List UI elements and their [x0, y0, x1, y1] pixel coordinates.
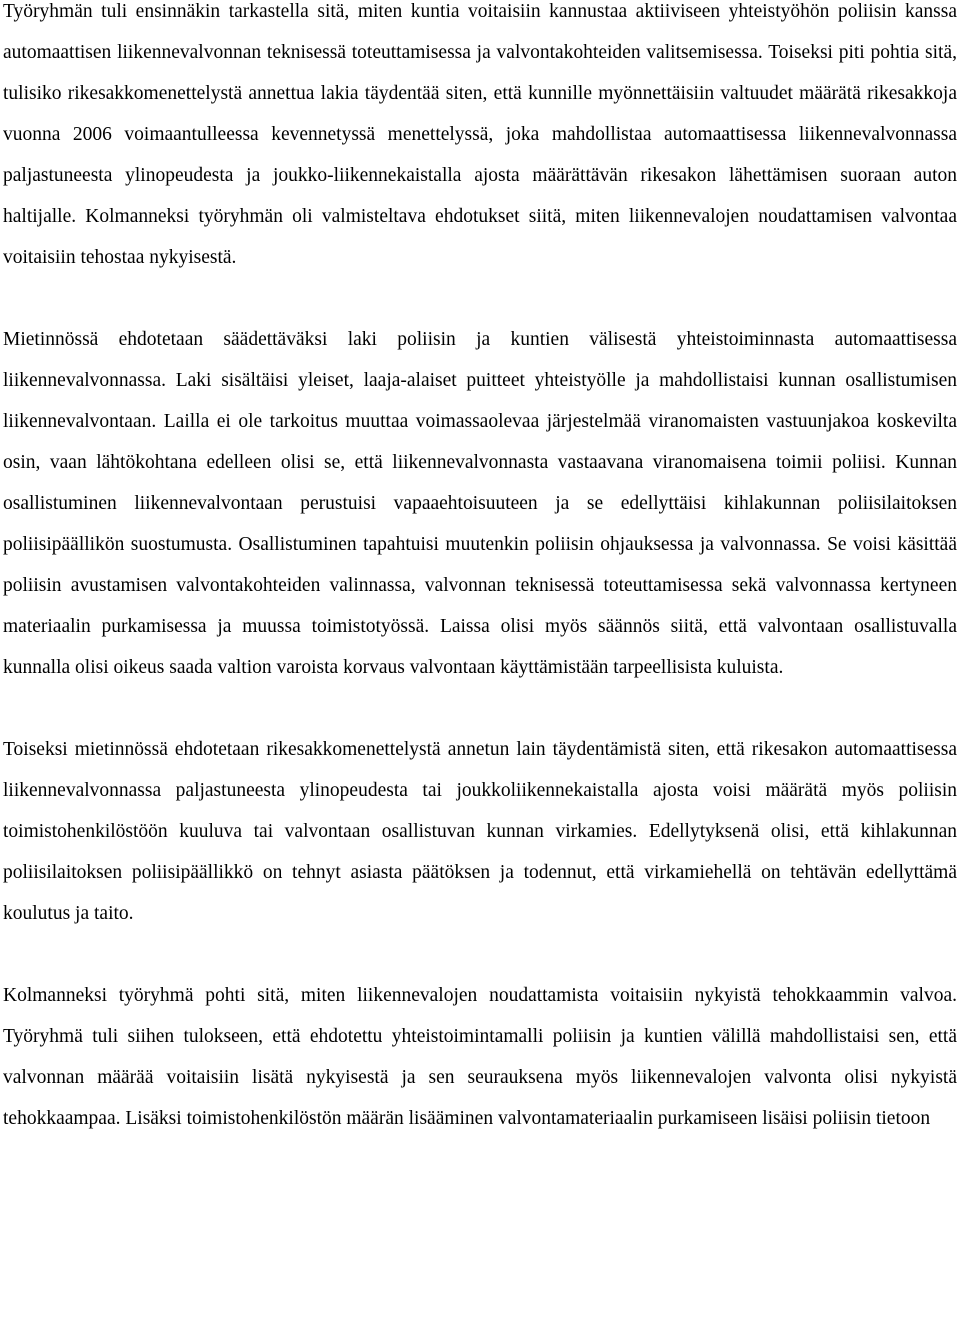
paragraph-2: Mietinnössä ehdotetaan säädettäväksi laki poliisin ja kuntien välisestä yhteistoiminnasta automaattisessa liikennevalvonnassa. Laki sisältäisi yleiset, laaja-alaiset puitteet yhteistyölle ja mahdollistaisi kunnan osallistumisen liikennevalvontaan. Lailla ei ole tarkoitus muuttaa voimassaolevaa järjestelmää viranomaisten vastuunjakoa koskevilta osin, vaan lähtökohtana edelleen olisi se, että liikennevalvonnasta vastaavana viranomaisena toimii poliisi. Kunnan osallistuminen liikennevalvontaan perustuisi vapaaehtoisuuteen ja se edellyttäisi kihlakunnan poliisilaitoksen poliisipäällikön suostumusta. Osallistuminen tapahtuisi muutenkin poliisin ohjauksessa ja valvonnassa. Se voisi käsittää poliisin avustamisen valvontakohteiden valinnassa, valvonnan teknisessä toteuttamisessa sekä valvonnassa kertyneen materiaalin purkamisessa ja muussa toimistotyössä. Laissa olisi myös säännös siitä, että valvontaan osallistuvalla kunnalla olisi oikeus saada valtion varoista korvaus valvontaan käyttämistään tarpeellisista kuluista. — [3, 329, 957, 678]
paragraph-1: Työryhmän tuli ensinnäkin tarkastella sitä, miten kuntia voitaisiin kannustaa aktiiviseen yhteistyöhön poliisin kanssa automaattisen liikennevalvonnan teknisessä toteuttamisessa ja valvontakohteiden valitsemisessa. Toiseksi piti pohtia sitä, tulisiko rikesakkomenettelystä annettua lakia täydentää siten, että kunnille myönnettäisiin valtuudet määrätä rikesakkoja vuonna 2006 voimaantulleessa kevennetyssä menettelyssä, joka mahdollistaa automaattisessa liikennevalvonnassa paljastuneesta ylinopeudesta ja joukko-liikennekaistalla ajosta määrättävän rikesakon lähettämisen suoraan auton haltijalle. Kolmanneksi työryhmän oli valmisteltava ehdotukset siitä, miten liikennevalojen noudattamisen valvontaa voitaisiin tehostaa nykyisestä. — [3, 1, 957, 268]
document-page — [3, 0, 957, 1139]
paragraph-3: Toiseksi mietinnössä ehdotetaan rikesakkomenettelystä annetun lain täydentämistä siten, että rikesakon automaattisessa liikennevalvonnassa paljastuneesta ylinopeudesta tai joukkoliikennekaistalla ajosta voisi määrätä myös poliisin toimistohenkilöstöön kuuluva tai valvontaan osallistuvan kunnan virkamies. Edellytyksenä olisi, että kihlakunnan poliisilaitoksen poliisipäällikkö on tehnyt asiasta päätöksen ja todennut, että virkamiehellä on tehtävän edellyttämä koulutus ja taito. — [3, 739, 957, 924]
paragraph-4: Kolmanneksi työryhmä pohti sitä, miten liikennevalojen noudattamista voitaisiin nykyistä tehokkaammin valvoa. Työryhmä tuli siihen tulokseen, että ehdotettu yhteistoimintamalli poliisin ja kuntien välillä mahdollistaisi sen, että valvonnan määrää voitaisiin lisätä nykyisestä ja sen seurauksena myös liikennevalojen valvonta olisi nykyistä tehokkaampaa. Lisäksi toimistohenkilöstön määrän lisääminen valvontamateriaalin purkamiseen lisäisi poliisin tietoon — [3, 985, 957, 1129]
